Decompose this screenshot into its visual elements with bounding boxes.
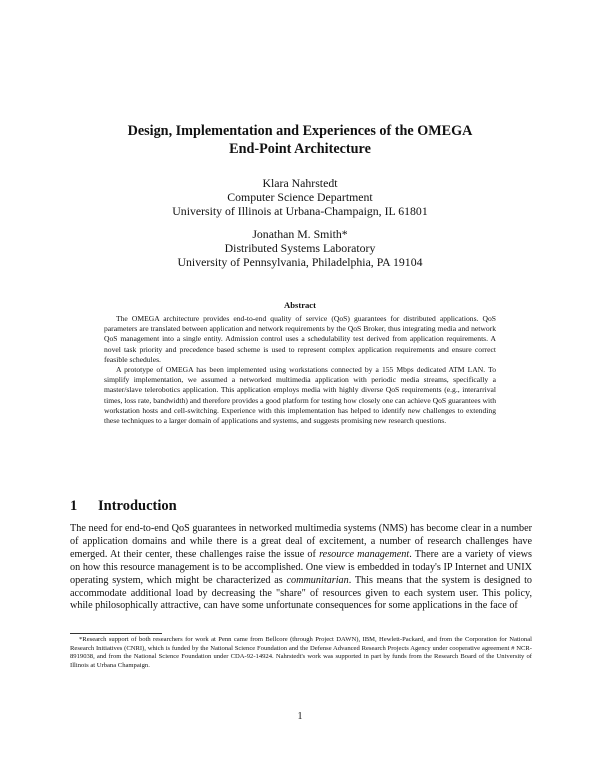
abstract-paragraph: A prototype of OMEGA has been implemented using workstations connected by a 155 Mbps dedicated ATM LAN. To simplify implementation, we assumed a networked multimedia application with periodic media streams, specifically a master/slave telerobotics application. This application employs media with highly diverse QoS requirements (e.g., interarrival times, loss rate, bandwidth) and therefore provides a good platform for testing how closely one can achieve QoS guarantees with workstation hosts and cell-switching. Experience with this implementation has helped to identify new challenges to extending these techniques to a larger domain of applications and systems, and suggests promising new research questions. bbox=[104, 365, 496, 426]
author-department: Computer Science Department bbox=[227, 190, 373, 205]
abstract bbox=[104, 314, 496, 426]
author-department: Distributed Systems Laboratory bbox=[224, 240, 376, 255]
author-name: Klara Nahrstedt bbox=[262, 176, 338, 190]
author-institution: University of Pennsylvania, Philadelphia, PA 19104 bbox=[177, 255, 423, 270]
footnote-text: *Research support of both researchers for work at Penn came from Bellcore (through Project DAWN), IBM, Hewlett-Packard, and from the Corporation for National Research Initiatives (CNRI), which is funded by the National Science Foundation and the Defense Advanced Research Projects Agency under cooperative agreement # NCR-8919038, and from the National Science Foundation under CDA-92-14924. Nahrstedt's work was supported in part by funds from the Research Board of the University of Illinois at Urbana Champaign. bbox=[70, 636, 532, 669]
intro-text bbox=[70, 523, 532, 613]
text-run: . This means that the system is designed to accommodate additional load by decreasing the "share" of resources given to each system user. This policy, while philosophically attractive, can have some unfortunate consequences for some applications in the face of bbox=[70, 574, 532, 612]
section-number: 1 bbox=[70, 498, 78, 514]
section-title: Introduction bbox=[98, 498, 177, 514]
emphasis-text: resource management bbox=[319, 548, 410, 560]
footnote bbox=[70, 636, 532, 670]
body-paragraph bbox=[70, 523, 532, 613]
text-run: The need for end-to-end QoS guarantees in networked multimedia systems (NMS) has become clear in a number of application domains and while there is a great deal of excitement, a number of research challenges have emerged. At their center, these challenges raise the issue of bbox=[70, 523, 532, 560]
footnote-rule bbox=[70, 633, 162, 634]
title-line-1: Design, Implementation and Experiences of the OMEGA bbox=[127, 123, 473, 139]
abstract-heading: Abstract bbox=[284, 300, 316, 310]
section-heading bbox=[70, 498, 177, 515]
text-run: . There are a variety of views on how this resource management is to be accomplished. One view is embedded in today's IP Internet and UNIX operating system, which might be characterized as bbox=[70, 548, 532, 586]
emphasis-text: communitarian bbox=[286, 574, 349, 586]
abstract-paragraph: The OMEGA architecture provides end-to-end quality of service (QoS) guarantees for distributed applications. QoS parameters are translated between application and network requirements by the QoS Broker, thus integrating media and network QoS management into a single entity. Admission control uses a schedulability test derived from application requirements. A novel task priority and precedence based scheme is used to represent complex application requirements and ensure correct feasible schedules. bbox=[104, 314, 496, 364]
author-block bbox=[60, 176, 540, 269]
author-name: Jonathan M. Smith* bbox=[252, 226, 348, 241]
paper-title bbox=[60, 122, 540, 158]
author-institution: University of Illinois at Urbana-Champaign, IL 61801 bbox=[172, 204, 428, 219]
title-line-2: End-Point Architecture bbox=[229, 141, 371, 157]
page-number: 1 bbox=[297, 711, 303, 722]
